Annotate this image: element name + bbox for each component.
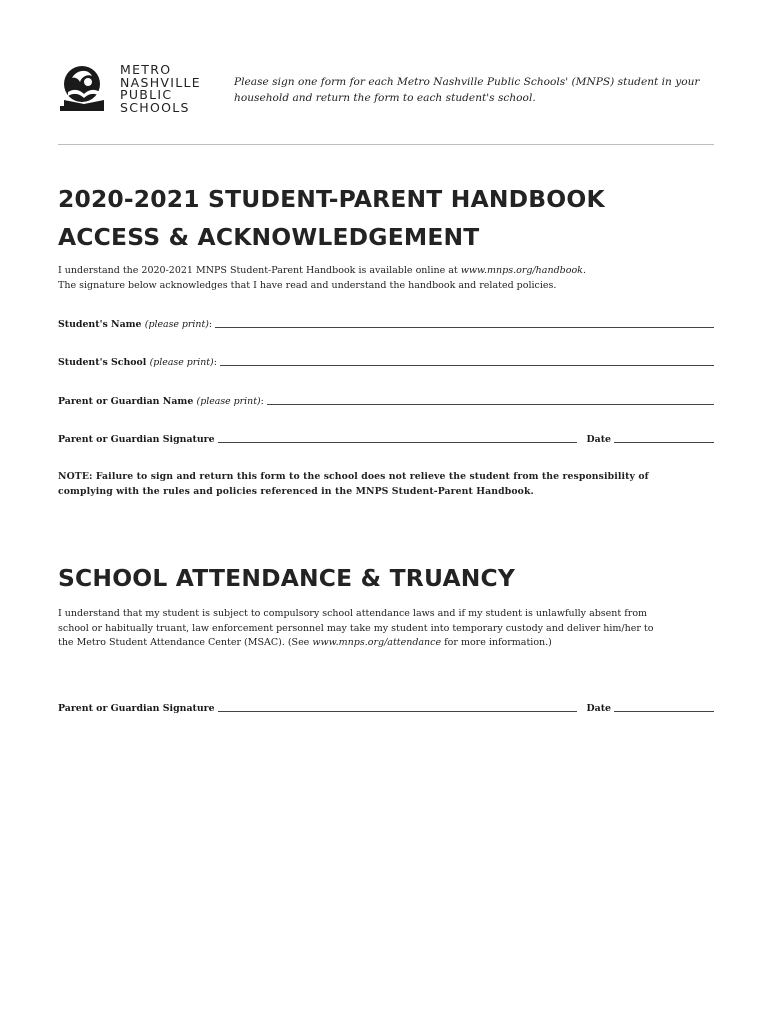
attendance-paragraph-text: the Metro Student Attendance Center (MSAC). (See [58, 637, 313, 648]
attendance-date-label: Date [586, 703, 611, 714]
attendance-signature-row [58, 700, 714, 714]
guardian-signature-input[interactable] [218, 442, 577, 443]
logo-line-3: PUBLIC [120, 87, 173, 102]
logo-line-1: METRO [120, 62, 172, 77]
guardian-name-label [58, 396, 264, 407]
logo-wordmark [120, 64, 201, 114]
signature-date-input[interactable] [614, 442, 714, 443]
attendance-signature-input[interactable] [218, 711, 577, 712]
handbook-paragraph [58, 264, 718, 293]
attendance-paragraph-line-2: school or habitually truant, law enforcement personnel may take my student into temporary custody and deliver him/her to [58, 622, 654, 634]
handbook-note [58, 470, 718, 499]
student-name-input[interactable] [215, 327, 714, 328]
signature-date-label: Date [586, 434, 611, 445]
attendance-paragraph [58, 607, 718, 651]
logo-line-4: SCHOOLS [120, 99, 190, 115]
guardian-name-hint: (please print) [196, 396, 261, 407]
header-instructions-line-2: household and return the form to each student's school. [234, 92, 536, 104]
handbook-paragraph-line-1 [58, 264, 718, 279]
handbook-note-line-1: NOTE: Failure to sign and return this form to the school does not relieve the student from the responsibility of [58, 471, 649, 482]
student-school-label-text: Student's School [58, 357, 147, 368]
attendance-url-link[interactable]: www.mnps.org/attendance [312, 637, 442, 648]
attendance-date-input[interactable] [614, 711, 714, 712]
handbook-title-line-2: ACCESS & ACKNOWLEDGEMENT [58, 223, 480, 251]
student-school-row [58, 354, 714, 368]
attendance-title: SCHOOL ATTENDANCE & TRUANCY [58, 564, 516, 592]
mnps-logo [58, 64, 208, 120]
handbook-paragraph-period: . [582, 265, 586, 276]
attendance-paragraph-line-1: I understand that my student is subject to compulsory school attendance laws and if my student is unlawfully absent from [58, 608, 648, 619]
attendance-signature-label: Parent or Guardian Signature [58, 703, 215, 714]
guardian-signature-row [58, 431, 714, 445]
student-school-input[interactable] [220, 365, 714, 366]
student-school-hint: (please print) [149, 357, 214, 368]
header-divider [58, 144, 714, 145]
guardian-name-label-text: Parent or Guardian Name [58, 396, 194, 407]
header-instructions-line-1: Please sign one form for each Metro Nashville Public Schools' (MNPS) student in your [234, 76, 700, 88]
handbook-paragraph-line-2: The signature below acknowledges that I have read and understand the handbook and related policies. [58, 279, 557, 291]
handbook-paragraph-text: I understand the 2020-2021 MNPS Student-Parent Handbook is available online at [58, 265, 461, 276]
student-name-colon: : [208, 319, 213, 330]
attendance-paragraph-tail: for more information.) [441, 637, 552, 648]
header-instructions [234, 74, 724, 106]
student-name-label-text: Student's Name [58, 319, 142, 330]
student-name-label [58, 319, 212, 330]
handbook-title-line-1: 2020-2021 STUDENT-PARENT HANDBOOK [58, 185, 605, 213]
guardian-name-colon: : [260, 396, 264, 407]
handbook-note-line-2: complying with the rules and policies referenced in the MNPS Student-Parent Handbook. [58, 485, 534, 497]
guardian-name-row [58, 393, 714, 407]
student-school-label [58, 357, 217, 368]
student-name-row [58, 316, 714, 330]
student-name-hint: (please print) [144, 319, 209, 330]
guardian-name-input[interactable] [267, 404, 714, 405]
mnps-logo-icon [58, 64, 108, 116]
handbook-url-link[interactable]: www.mnps.org/handbook [460, 265, 583, 276]
logo-line-2: NASHVILLE [120, 74, 201, 90]
student-school-colon: : [213, 357, 217, 368]
guardian-signature-label: Parent or Guardian Signature [58, 434, 215, 445]
attendance-paragraph-line-3 [58, 636, 718, 651]
